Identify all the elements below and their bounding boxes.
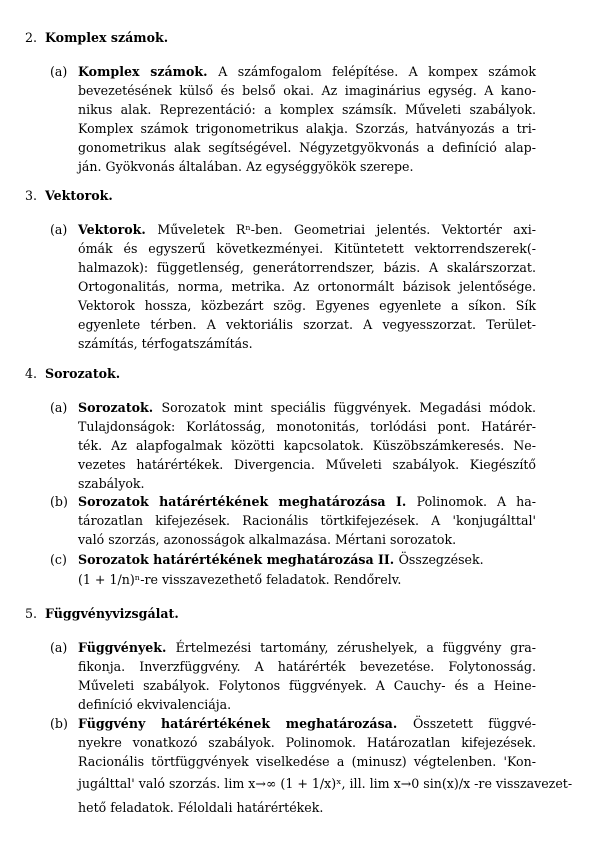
text-line: gonometrikus alak segítségével. Négyzetgyökvonás a definíció alap- xyxy=(78,140,536,155)
text-line: vezetes határértékek. Divergencia. Műveleti szabályok. Kiegészítő xyxy=(78,457,536,472)
text-line: jugálttal' való szorzás. lim x→∞ (1 + 1/x)ˣ, ill. lim x→0 sin(x)/x -re visszavezet- xyxy=(78,776,573,791)
item-label: (a) xyxy=(50,400,68,415)
item-title: Függvény határértékének meghatározása. xyxy=(78,716,413,731)
text-line: Tulajdonságok: Korlátosság, monotonitás, torlódási pont. Határér- xyxy=(78,419,536,434)
text-line: Műveleti szabályok. Folytonos függvények. A Cauchy- és a Heine- xyxy=(78,678,536,693)
section-heading xyxy=(25,606,179,621)
text-line: (1 + 1/n)ⁿ-re visszavezethető feladatok. Rendőrelv. xyxy=(78,572,402,587)
text-line: egyenlete térben. A vektoriális szorzat. A vegyesszorzat. Terület- xyxy=(78,317,536,332)
item-label: (c) xyxy=(50,552,67,567)
section-title: Sorozatok. xyxy=(45,366,121,381)
section-heading xyxy=(25,30,168,45)
text-line: Sorozatok. Sorozatok mint speciális függvények. Megadási módok. xyxy=(78,400,537,415)
item-label: (a) xyxy=(50,640,68,655)
text-line: ték. Az alapfogalmak közötti kapcsolatok. Küszöbszámkeresés. Ne- xyxy=(78,438,536,453)
item-title: Sorozatok. xyxy=(78,400,162,415)
text-line: Függvények. Értelmezési tartomány, zérushelyek, a függvény gra- xyxy=(78,640,536,655)
section-number: 4. xyxy=(25,366,38,381)
text-line: Vektorok hossza, közbezárt szög. Egyenes egyenlete a síkon. Sík xyxy=(78,298,536,313)
section-number: 3. xyxy=(25,188,38,203)
text-line: nyekre vonatkozó szabályok. Polinomok. Határozatlan kifejezések. xyxy=(78,735,536,750)
text-line: tározatlan kifejezések. Racionális törtkifejezések. A 'konjugálttal' xyxy=(78,513,536,528)
section-number: 5. xyxy=(25,606,38,621)
text-line: ómák és egyszerű következményei. Kitüntetett vektorrendszerek(- xyxy=(78,241,536,256)
item-title: Komplex számok. xyxy=(78,64,219,79)
item-title: Sorozatok határértékének meghatározása II. xyxy=(78,552,399,567)
section-title: Komplex számok. xyxy=(45,30,169,45)
item-title: Függvények. xyxy=(78,640,176,655)
section-title: Függvényvizsgálat. xyxy=(45,606,179,621)
text-line: Racionális törtfüggvények viselkedése a (minusz) végtelenben. 'Kon- xyxy=(78,754,536,769)
text-line: számítás, térfogatszámítás. xyxy=(78,336,253,351)
text-line: ján. Gyökvonás általában. Az egységgyökök szerepe. xyxy=(78,159,414,174)
text-line: való szorzás, azonosságok alkalmazása. Mértani sorozatok. xyxy=(78,532,457,547)
text-line: fikonja. Inverzfüggvény. A határérték bevezetése. Folytonosság. xyxy=(78,659,536,674)
section-heading xyxy=(25,366,120,381)
item-label: (b) xyxy=(50,716,68,731)
text-line: Ortogonalitás, norma, metrika. Az ortonormált bázisok jelentősége. xyxy=(78,279,536,294)
item-label: (a) xyxy=(50,222,68,237)
text-line: Sorozatok határértékének meghatározása I. Polinomok. A ha- xyxy=(78,494,537,509)
item-title: Sorozatok határértékének meghatározása I. xyxy=(78,494,417,509)
item-label: (b) xyxy=(50,494,68,509)
text-line: hető feladatok. Féloldali határértékek. xyxy=(78,800,324,815)
item-label: (a) xyxy=(50,64,68,79)
text-line: definíció ekvivalenciája. xyxy=(78,697,232,712)
text-line: szabályok. xyxy=(78,476,145,491)
text-line: Vektorok. Műveletek Rⁿ-ben. Geometriai jelentés. Vektortér axi- xyxy=(78,222,536,237)
section-title: Vektorok. xyxy=(45,188,113,203)
text-line: halmazok): függetlenség, generátorrendszer, bázis. A skalárszorzat. xyxy=(78,260,536,275)
section-number: 2. xyxy=(25,30,38,45)
item-title: Vektorok. xyxy=(78,222,158,237)
text-line: Komplex számok trigonometrikus alakja. Szorzás, hatványozás a tri- xyxy=(78,121,536,136)
text-line: Függvény határértékének meghatározása. Összetett függvé- xyxy=(78,716,536,731)
text-line: bevezetésének külső és belső okai. Az imaginárius egység. A kano- xyxy=(78,83,536,98)
text-line: Sorozatok határértékének meghatározása II. Összegzések. xyxy=(78,552,484,567)
text-line: Komplex számok. A számfogalom felépítése. A kompex számok xyxy=(78,64,536,79)
section-heading xyxy=(25,188,113,203)
text-line: nikus alak. Reprezentáció: a komplex számsík. Műveleti szabályok. xyxy=(78,102,536,117)
